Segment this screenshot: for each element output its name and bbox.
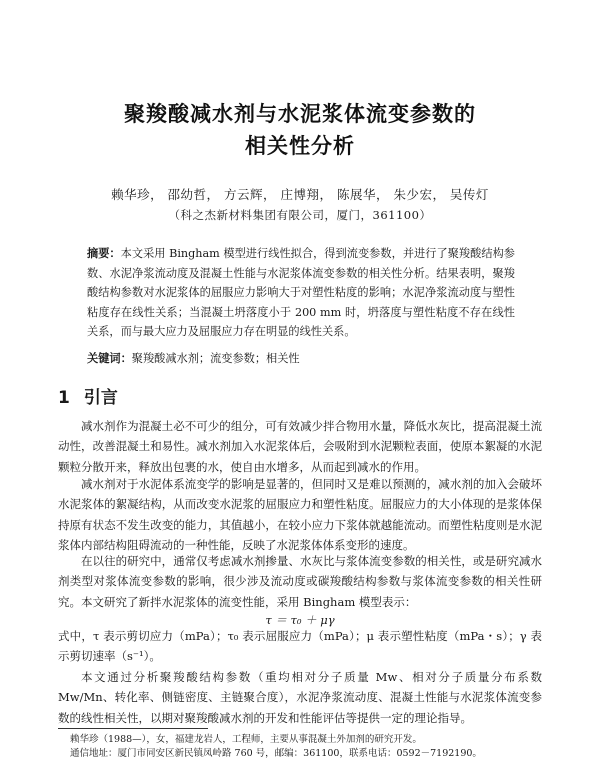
footnote-author-bio: 赖华珍（1988—），女，福建龙岩人，工程师，主要从事混凝土外加剂的研究开发。 — [70, 734, 422, 745]
body-paragraph: 减水剂对于水泥体系流变学的影响是显著的，但同时又是难以预测的，减水剂的加入会破坏水泥浆体的絮凝结构，从而改变水泥浆的屈服应力和塑性粘度。屈服应力的大小体现的是浆体保持原有状态不发生改变的能力，其值越小，在较小应力下浆体就越能流动。而塑性粘度则是水泥浆体内部结构阻碍流动的一种性能，反映了水泥浆体体系变形的速度。 — [58, 477, 542, 552]
abstract-label: 摘要： — [87, 246, 121, 260]
section-heading — [58, 383, 118, 408]
keywords-text: 聚羧酸减水剂；流变参数；相关性 — [131, 352, 300, 365]
equation-definition: 式中，τ 表示剪切应力（mPa）；τ₀ 表示屈服应力（mPa）；μ 表示塑性粘度（mPa・s）；γ 表示剪切速率（s⁻¹）。 — [58, 629, 542, 664]
body-paragraph: 本文通过分析聚羧酸结构参数（重均相对分子质量 Mw、相对分子质量分布系数 Mw/Mn、转化率、侧链密度、主链聚合度），水泥净浆流动度、混凝土性能与水泥浆体流变参数的线性相关性，以期对聚羧酸减水剂的开发和性能评估等提供一定的理论指导。 — [58, 670, 542, 725]
bingham-equation: τ ＝ τ₀ ＋ μγ — [265, 613, 335, 627]
author-list: 赖华珍， 邵幼哲， 方云辉， 庄博翔， 陈展华， 朱少宏， 吴传灯 — [111, 187, 489, 202]
footnote-rule — [58, 728, 208, 729]
paper-title-line-2: 相关性分析 — [245, 133, 355, 158]
footnote-address: 通信地址：厦门市同安区新民镇凤岭路 760 号，邮编：361100，联系电话：0592－7192190。 — [70, 748, 482, 759]
keywords — [87, 349, 515, 368]
body-paragraph: 在以往的研究中，通常仅考虑减水剂掺量、水灰比与浆体流变参数的相关性，或是研究减水剂类型对浆体流变参数的影响，很少涉及流动度或碳羧酸结构参数与浆体流变参数的相关性研究。本文研究了新拌水泥浆体的流变性能，采用 Bingham 模型表示： — [58, 554, 542, 609]
section-title: 引言 — [83, 388, 118, 408]
abstract-text: 本文采用 Bingham 模型进行线性拟合，得到流变参数，并进行了聚羧酸结构参数、水泥净浆流动度及混凝土性能与水泥浆体流变参数的相关性分析。结果表明，聚羧酸结构参数对水泥浆体的屈服应力影响大于对塑性粘度的影响；水泥净浆流动度与塑性粘度存在线性关系；当混凝土坍落度小于 200 mm 时，坍落度与塑性粘度不存在线性关系，而与最大应力及屈服应力存在明显的线性关系。 — [87, 247, 515, 338]
affiliation: （科之杰新材料集团有限公司，厦门，361100） — [168, 208, 432, 222]
body-paragraph: 减水剂作为混凝土必不可少的组分，可有效减少拌合物用水量，降低水灰比，提高混凝土流动性，改善混凝土和易性。减水剂加入水泥浆体后，会吸附到水泥颗粒表面，使原本絮凝的水泥颗粒分散开来，释放出包裹的水，使自由水增多，从而起到减水的作用。 — [58, 419, 542, 474]
section-number: 1 — [58, 388, 70, 408]
keywords-label: 关键词： — [87, 351, 132, 365]
abstract — [87, 244, 515, 342]
paper-title-line-1: 聚羧酸减水剂与水泥浆体流变参数的 — [124, 101, 476, 126]
